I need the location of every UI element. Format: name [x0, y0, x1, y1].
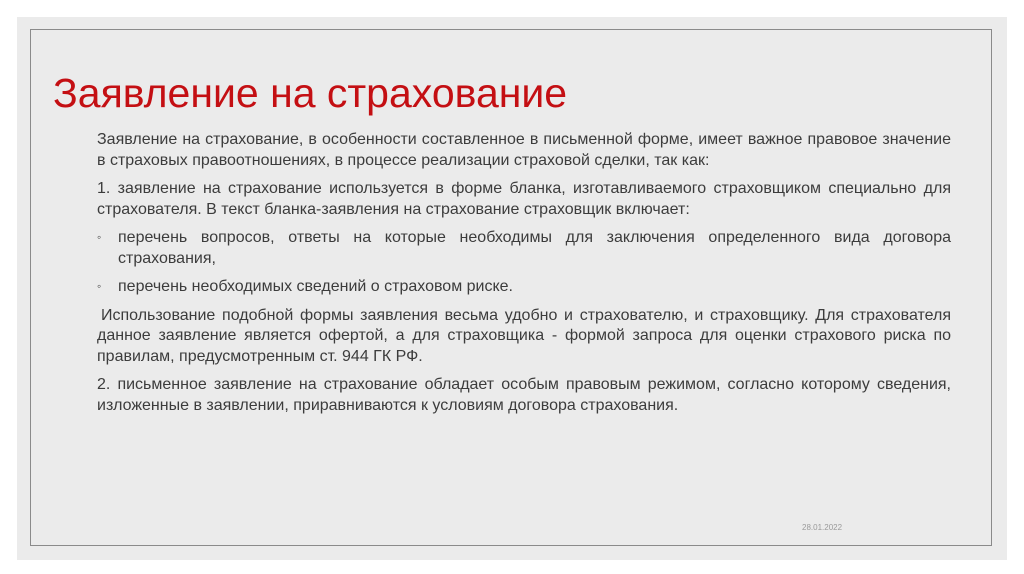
bullet-item: [97, 277, 951, 298]
bullet-circle-icon: ◦: [97, 279, 102, 293]
intro-paragraph: Заявление на страхование, в особенности составленное в письменной форме, имеет важное правовое значение в страховых правоотношениях, в процессе реализации страховой сделки, так как:: [97, 131, 951, 169]
bullet-text: перечень вопросов, ответы на которые необходимы для заключения определенного вида договора страхования,: [118, 229, 951, 267]
usage-paragraph: Использование подобной формы заявления весьма удобно и страхователю, и страховщику. Для страхователя данное заявление является офертой, а для страховщика - формой запроса для оценки страхового риска по правилам, предусмотренным ст. 944 ГК РФ.: [97, 306, 951, 365]
point-1-paragraph: 1. заявление на страхование используется в форме бланка, изготавливаемого страховщиком специально для страхователя. В текст бланка-заявления на страхование страховщик включает:: [97, 180, 951, 218]
slide-title: Заявление на страхование: [53, 70, 568, 116]
slide: [17, 17, 1007, 560]
slide-date: 28.01.2022: [802, 523, 843, 532]
bullet-text: перечень необходимых сведений о страховом риске.: [118, 278, 513, 295]
point-2-paragraph: 2. письменное заявление на страхование обладает особым правовым режимом, согласно которому сведения, изложенные в заявлении, приравниваются к условиям договора страхования.: [97, 376, 951, 414]
bullet-item: [97, 228, 951, 269]
bullet-circle-icon: ◦: [97, 230, 102, 244]
slide-body: [97, 130, 951, 424]
